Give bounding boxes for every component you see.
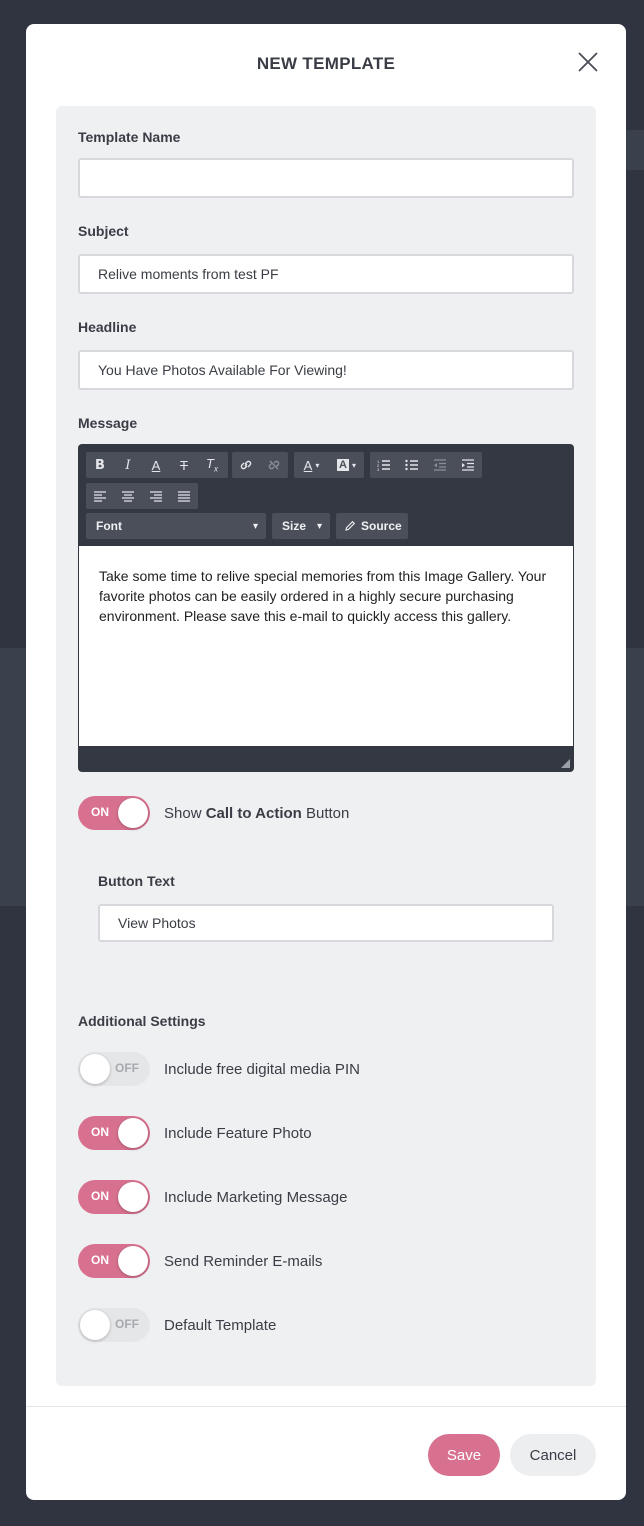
form-panel — [56, 106, 596, 1386]
svg-text:2: 2 — [377, 463, 380, 468]
background-color-icon[interactable]: A ▾ — [339, 459, 356, 471]
toggle-knob — [80, 1310, 110, 1340]
link-icon[interactable] — [232, 452, 260, 478]
resize-handle-icon[interactable] — [561, 759, 570, 768]
button-text-label: Button Text — [98, 873, 175, 889]
toggle-state-label: OFF — [115, 1061, 139, 1075]
template-name-label: Template Name — [78, 129, 181, 145]
svg-text:3: 3 — [377, 467, 380, 471]
reminder-emails-toggle[interactable] — [78, 1244, 150, 1278]
toggle-state-label: ON — [91, 1125, 109, 1139]
links-group — [232, 452, 288, 478]
alignment-group — [86, 483, 198, 509]
basic-styles-group — [86, 452, 228, 478]
digital-pin-toggle[interactable] — [78, 1052, 150, 1086]
font-select[interactable] — [86, 513, 266, 539]
size-select-label: Size — [282, 519, 307, 533]
strikethrough-icon[interactable]: T — [180, 457, 188, 473]
source-button[interactable] — [336, 513, 408, 539]
decrease-indent-icon[interactable] — [426, 452, 454, 478]
justify-icon[interactable] — [170, 483, 198, 509]
default-template-label: Default Template — [164, 1317, 277, 1334]
close-icon[interactable] — [576, 50, 600, 74]
size-select[interactable] — [272, 513, 330, 539]
message-label: Message — [78, 415, 138, 431]
marketing-message-label: Include Marketing Message — [164, 1189, 348, 1206]
subject-input[interactable] — [78, 254, 574, 294]
underline-icon[interactable]: A — [151, 457, 161, 473]
text-color-icon[interactable]: A ▾ — [303, 457, 320, 473]
pencil-icon — [344, 520, 356, 532]
save-button[interactable]: Save — [428, 1434, 500, 1476]
align-center-icon[interactable] — [114, 483, 142, 509]
chevron-down-icon: ▾ — [252, 520, 258, 532]
toggle-state-label: ON — [91, 805, 109, 819]
cta-toggle-label: Show Call to Action Button — [164, 805, 350, 822]
subject-label: Subject — [78, 223, 129, 239]
toggle-state-label: ON — [91, 1189, 109, 1203]
numbered-list-icon[interactable] — [370, 452, 398, 478]
toggle-knob — [118, 798, 148, 828]
align-left-icon[interactable] — [86, 483, 114, 509]
unlink-icon[interactable] — [260, 452, 288, 478]
source-label: Source — [361, 519, 402, 533]
feature-photo-label: Include Feature Photo — [164, 1125, 312, 1142]
remove-format-icon[interactable]: $T_x$ — [206, 456, 218, 474]
marketing-message-toggle[interactable] — [78, 1180, 150, 1214]
chevron-down-icon: ▾ — [316, 520, 322, 532]
reminder-emails-label: Send Reminder E-mails — [164, 1253, 323, 1270]
bulleted-list-icon[interactable] — [398, 452, 426, 478]
button-text-input[interactable] — [98, 904, 554, 942]
headline-input[interactable] — [78, 350, 574, 390]
new-template-modal — [26, 24, 626, 1500]
toggle-knob — [118, 1182, 148, 1212]
modal-title: NEW TEMPLATE — [256, 54, 396, 73]
toggle-state-label: OFF — [115, 1317, 139, 1331]
lists-group — [370, 452, 482, 478]
bold-icon[interactable]: B — [95, 457, 105, 473]
font-select-label: Font — [96, 519, 122, 533]
message-editor — [78, 444, 574, 772]
colors-group — [294, 452, 364, 478]
headline-label: Headline — [78, 319, 137, 335]
italic-icon[interactable]: I — [125, 457, 131, 473]
toggle-state-label: ON — [91, 1253, 109, 1267]
cancel-button[interactable]: Cancel — [510, 1434, 596, 1476]
default-template-toggle[interactable] — [78, 1308, 150, 1342]
increase-indent-icon[interactable] — [454, 452, 482, 478]
toggle-knob — [118, 1246, 148, 1276]
feature-photo-toggle[interactable] — [78, 1116, 150, 1150]
digital-pin-label: Include free digital media PIN — [164, 1061, 360, 1078]
toggle-knob — [118, 1118, 148, 1148]
toggle-knob — [80, 1054, 110, 1084]
svg-text:1: 1 — [377, 459, 380, 464]
footer-divider — [26, 1406, 626, 1407]
align-right-icon[interactable] — [142, 483, 170, 509]
cta-toggle[interactable] — [78, 796, 150, 830]
template-name-input[interactable] — [78, 158, 574, 198]
message-body[interactable]: Take some time to relive special memories from this Image Gallery. Your favorite photos can be easily ordered in a highly secure purchasing environment. Please save this e-mail to quickly access this gallery. — [79, 546, 573, 746]
additional-settings-heading: Additional Settings — [78, 1013, 206, 1029]
